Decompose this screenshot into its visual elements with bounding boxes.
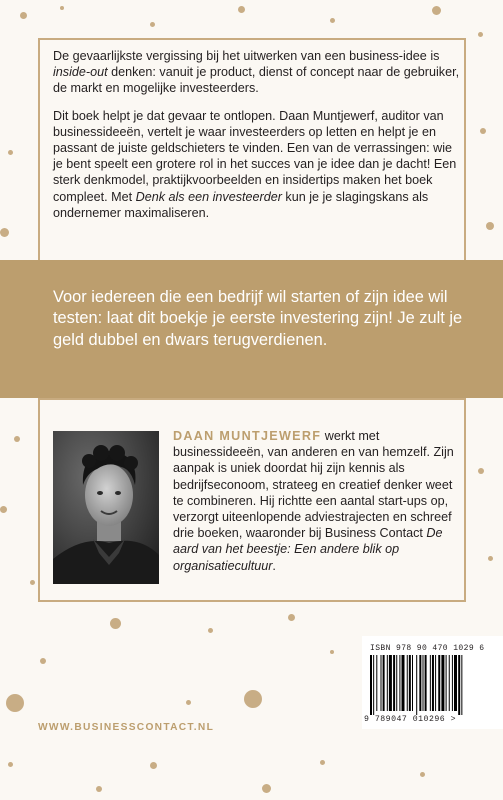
- book-description: [53, 48, 461, 232]
- publisher-website-link[interactable]: WWW.BUSINESSCONTACT.NL: [38, 722, 215, 733]
- decorative-dot: [40, 658, 46, 664]
- decorative-dot: [96, 786, 102, 792]
- barcode-bar: [402, 655, 405, 711]
- decorative-dot: [14, 436, 20, 442]
- barcode-bar: [407, 655, 408, 711]
- decorative-dot: [432, 6, 441, 15]
- barcode-bar: [446, 655, 447, 711]
- barcode-bar: [416, 655, 417, 715]
- decorative-dot: [420, 772, 425, 777]
- decorative-dot: [486, 222, 494, 230]
- barcode-bar: [383, 655, 385, 711]
- decorative-dot: [478, 468, 484, 474]
- barcode-bar: [449, 655, 450, 711]
- barcode-bar: [387, 655, 388, 711]
- description-paragraph-2: Dit boek helpt je dat gevaar te ontlopen. Daan Muntjewerf, auditor van businessideeën, vertelt je waar investeerders op letten en helpt je en passant de juiste geldschieters te vinden. Een van de verrassingen: wie je bent speelt een grotere rol in het succes van je idee dan je dacht! Een sterk denkmodel, praktijkvoorbeelden en insidertips maken het boek compleet. Met Denk als een investeerder kun je je slagingskans als ondernemer maximaliseren.: [53, 108, 457, 220]
- decorative-dot: [186, 700, 191, 705]
- decorative-dot: [238, 6, 245, 13]
- decorative-dot: [330, 18, 335, 23]
- barcode-bar: [389, 655, 392, 711]
- barcode-bar: [419, 655, 421, 711]
- barcode-bar: [412, 655, 413, 711]
- barcode-bar: [409, 655, 411, 711]
- decorative-dot: [0, 228, 9, 237]
- barcode-bar: [438, 655, 440, 711]
- barcode-bar: [461, 655, 462, 715]
- decorative-dot: [150, 762, 157, 769]
- decorative-dot: [288, 614, 295, 621]
- decorative-dot: [60, 6, 64, 10]
- barcode-digits: 9 789047 010296 >: [364, 715, 457, 724]
- barcode-bar: [458, 655, 460, 715]
- decorative-dot: [488, 556, 493, 561]
- decorative-dot: [8, 150, 13, 155]
- decorative-dot: [244, 690, 262, 708]
- decorative-dot: [208, 628, 213, 633]
- barcode-bar: [381, 655, 382, 711]
- decorative-dot: [30, 580, 35, 585]
- decorative-dot: [20, 12, 27, 19]
- author-portrait-icon: [53, 431, 159, 584]
- barcode-bar: [452, 655, 453, 711]
- barcode-bar: [393, 655, 395, 711]
- highlight-quote: Voor iedereen die een bedrijf wil starten of zijn idee wil testen: laat dit boekje je eerste investering zijn! Je zult je geld dubbel en dwars terugverdienen.: [53, 288, 463, 349]
- barcode-bar: [423, 655, 424, 711]
- barcode-bar: [399, 655, 400, 711]
- barcode-bar: [370, 655, 372, 715]
- barcode-bar: [441, 655, 444, 711]
- isbn-label: ISBN 978 90 470 1029 6: [370, 644, 485, 653]
- decorative-dot: [480, 128, 486, 134]
- description-paragraph-1: De gevaarlijkste vergissing bij het uitwerken van een business-idee is inside-out denken: vanuit je product, dienst of concept naar de gebruiker, de markt en mogelijke investeerders.: [53, 49, 460, 96]
- decorative-dot: [320, 760, 325, 765]
- decorative-dot: [0, 506, 7, 513]
- author-photo: [53, 431, 159, 584]
- author-name: DAAN MUNTJEWERF: [173, 429, 322, 443]
- barcode-bar: [430, 655, 431, 711]
- barcode-bar: [373, 655, 374, 715]
- decorative-dot: [262, 784, 271, 793]
- barcode-bars-icon: [368, 655, 496, 715]
- decorative-dot: [150, 22, 155, 27]
- author-bio: DAAN MUNTJEWERF werkt met businessideeën, van anderen en van hemzelf. Zijn aanpak is uniek doordat hij zijn kennis als bedrijfseconoom, strateeg en creatief denker weet te combineren. Hij richtte een aantal start-ups op, verzorgt uiteenlopende adviestrajecten en schreef drie boeken, waaronder bij Business Contact De aard van het beestje: Een andere blik op organisatiecultuur.: [173, 429, 454, 573]
- barcode-bar: [435, 655, 436, 711]
- decorative-dot: [6, 694, 24, 712]
- barcode-bar: [454, 655, 457, 711]
- decorative-dot: [8, 762, 13, 767]
- decorative-dot: [330, 650, 334, 654]
- barcode-bar: [376, 655, 377, 711]
- barcode: [362, 636, 503, 729]
- barcode-bar: [425, 655, 427, 711]
- barcode-bar: [396, 655, 397, 711]
- barcode-bar: [432, 655, 434, 711]
- decorative-dot: [110, 618, 121, 629]
- decorative-dot: [478, 32, 483, 37]
